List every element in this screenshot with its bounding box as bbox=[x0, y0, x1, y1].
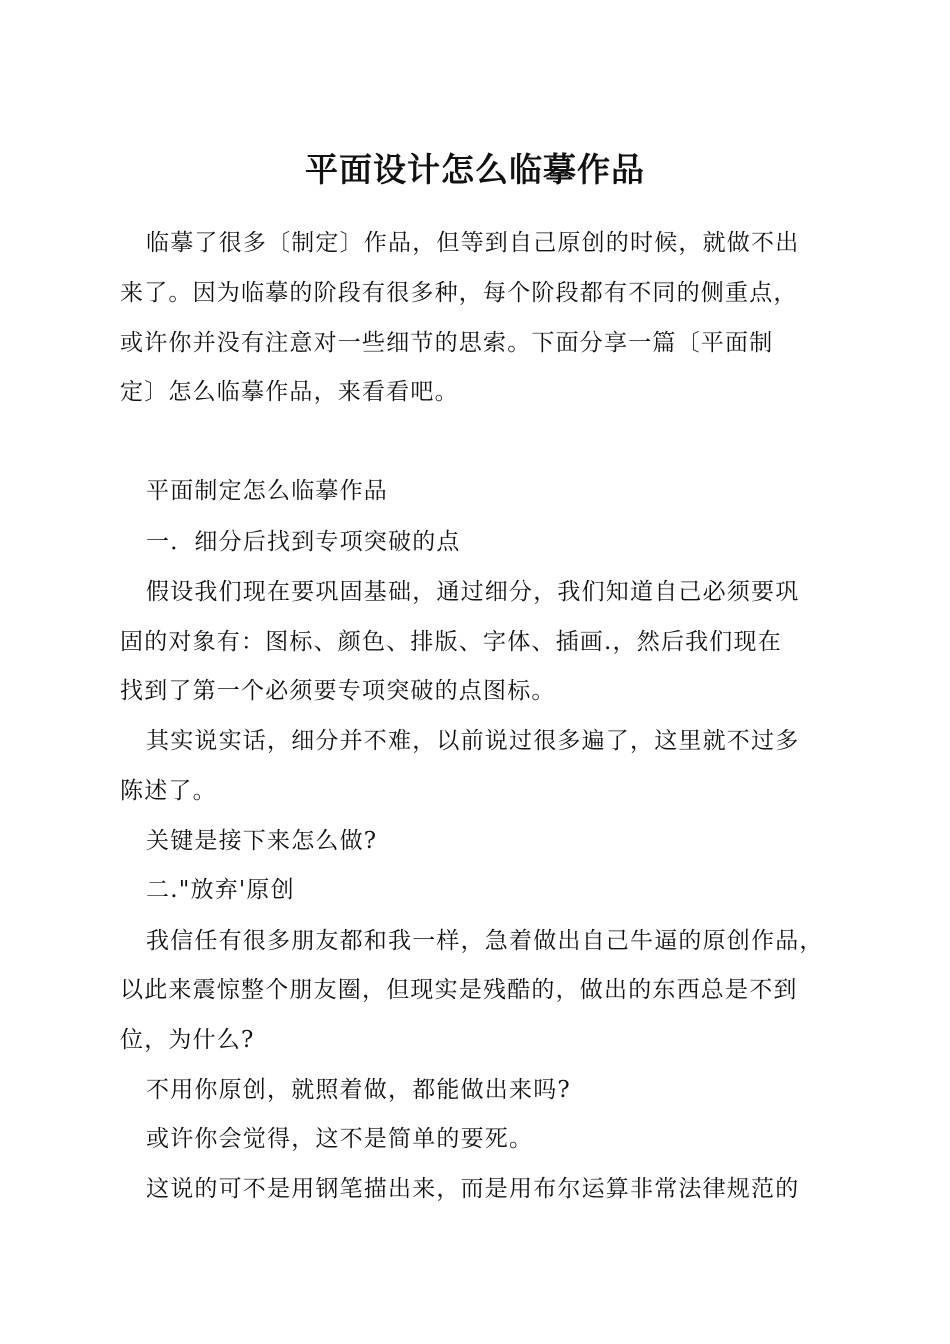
intro-line-3: 或许你并没有注意对一些细节的思索。下面分享一篇〔平面制 bbox=[120, 330, 774, 356]
intro-line-4: 定〕怎么临摹作品，来看看吧。 bbox=[120, 379, 459, 405]
simple-line: 或许你会觉得，这不是简单的要死。 bbox=[146, 1126, 534, 1152]
document-title: 平面设计怎么临摹作品 bbox=[305, 150, 645, 189]
heading-two: 二."放弃'原创 bbox=[146, 877, 295, 903]
key-question: 关键是接下来怎么做? bbox=[146, 828, 378, 854]
trust-line-2: 以此来震惊整个朋友圈，但现实是残酷的，做出的东西总是不到 bbox=[120, 977, 798, 1003]
copy-question: 不用你原创，就照着做，都能做出来吗? bbox=[146, 1077, 571, 1103]
truth-line-1: 其实说实话，细分并不难，以前说过很多遍了，这里就不过多 bbox=[146, 728, 800, 754]
truth-line-2: 陈述了。 bbox=[120, 778, 217, 804]
basics-line-2: 固的对象有：图标、颜色、排版、字体、插画.，然后我们现在 bbox=[120, 629, 782, 655]
basics-line-1: 假设我们现在要巩固基础，通过细分，我们知道自己必须要巩 bbox=[146, 579, 800, 605]
pen-line: 这说的可不是用钢笔描出来，而是用布尔运算非常法律规范的 bbox=[146, 1176, 800, 1202]
heading-one: 一．细分后找到专项突破的点 bbox=[146, 529, 461, 555]
section-title: 平面制定怎么临摹作品 bbox=[146, 478, 388, 504]
intro-line-2: 来了。因为临摹的阶段有很多种，每个阶段都有不同的侧重点， bbox=[120, 280, 798, 306]
trust-line-3: 位，为什么? bbox=[120, 1027, 255, 1053]
intro-line-1: 临摹了很多〔制定〕作品，但等到自己原创的时候，就做不出 bbox=[146, 230, 800, 256]
trust-line-1: 我信任有很多朋友都和我一样，急着做出自己牛逼的原创作品， bbox=[146, 928, 824, 954]
basics-line-3: 找到了第一个必须要专项突破的点图标。 bbox=[120, 678, 556, 704]
